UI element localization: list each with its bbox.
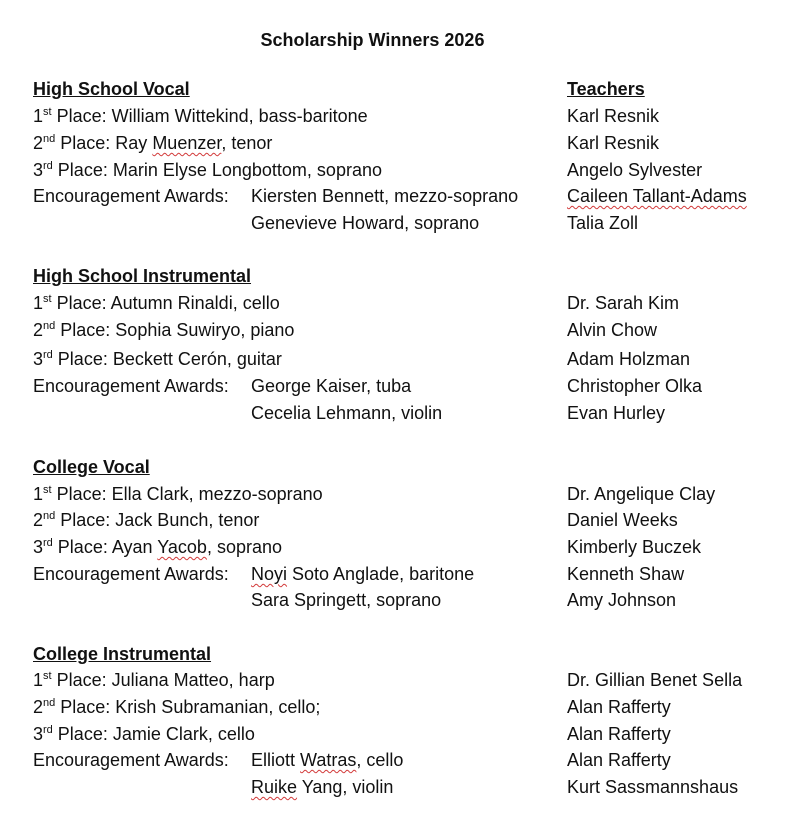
spellcheck-flagged-word: Noyi bbox=[251, 564, 288, 584]
encouragement-label: Encouragement Awards: bbox=[33, 186, 229, 206]
winner-name: Kiersten Bennett, mezzo-soprano bbox=[251, 186, 519, 206]
winner-name: William Wittekind, bass-baritone bbox=[111, 106, 368, 126]
place-line: 3rd Place: Beckett Cerón, guitar bbox=[33, 349, 282, 369]
section-heading: High School Vocal bbox=[33, 79, 190, 99]
place-line: 3rd Place: Jamie Clark, cello bbox=[33, 724, 255, 744]
spellcheck-flagged-word: Yacob bbox=[157, 537, 207, 557]
winner-name: Jamie Clark, cello bbox=[112, 724, 255, 744]
place-line: 1st Place: William Wittekind, bass-baritone bbox=[33, 106, 368, 126]
place-line: 2nd Place: Ray Muenzer, tenor bbox=[33, 133, 273, 153]
place-line: 1st Place: Ella Clark, mezzo-soprano bbox=[33, 484, 323, 504]
encouragement-label: Encouragement Awards: bbox=[33, 376, 229, 396]
teacher-name: Dr. Sarah Kim bbox=[567, 293, 680, 313]
spellcheck-flagged-word: Watras bbox=[300, 750, 357, 770]
spellcheck-flagged-word: Caileen Tallant-Adams bbox=[567, 186, 747, 206]
winner-name: Elliott Watras, cello bbox=[251, 750, 404, 770]
teacher-name: Alan Rafferty bbox=[567, 750, 671, 770]
section-heading: College Instrumental bbox=[33, 644, 212, 664]
teacher-name: Dr. Gillian Benet Sella bbox=[567, 670, 743, 690]
spellcheck-flagged-word: Ruike bbox=[251, 777, 298, 797]
section-heading: High School Instrumental bbox=[33, 266, 252, 286]
teacher-name: Alan Rafferty bbox=[567, 724, 671, 744]
teacher-name: Kurt Sassmannshaus bbox=[567, 777, 739, 797]
encouragement-label: Encouragement Awards: bbox=[33, 750, 229, 770]
place-line: 2nd Place: Jack Bunch, tenor bbox=[33, 510, 260, 530]
winner-name: Krish Subramanian, cello; bbox=[115, 697, 321, 717]
teacher-name: Adam Holzman bbox=[567, 349, 691, 369]
section-heading: College Vocal bbox=[33, 457, 150, 477]
winner-name: Cecelia Lehmann, violin bbox=[251, 403, 443, 423]
place-line: 3rd Place: Marin Elyse Longbottom, soprano bbox=[33, 160, 382, 180]
teacher-name: Amy Johnson bbox=[567, 590, 677, 610]
page-title: Scholarship Winners 2026 bbox=[260, 30, 485, 50]
encouragement-label: Encouragement Awards: bbox=[33, 564, 229, 584]
winner-name: Ruike Yang, violin bbox=[251, 777, 394, 797]
teacher-name: Karl Resnik bbox=[567, 106, 660, 126]
place-line: 3rd Place: Ayan Yacob, soprano bbox=[33, 537, 282, 557]
winner-name: Beckett Cerón, guitar bbox=[112, 349, 282, 369]
teacher-name: Kimberly Buczek bbox=[567, 537, 702, 557]
teacher-name: Karl Resnik bbox=[567, 133, 660, 153]
spellcheck-flagged-word: Muenzer bbox=[152, 133, 222, 153]
place-line: 1st Place: Autumn Rinaldi, cello bbox=[33, 293, 280, 313]
teacher-name: Christopher Olka bbox=[567, 376, 703, 396]
place-line: 2nd Place: Krish Subramanian, cello; bbox=[33, 697, 321, 717]
winner-name: Autumn Rinaldi, cello bbox=[110, 293, 280, 313]
teacher-name: Alan Rafferty bbox=[567, 697, 671, 717]
winner-name: Jack Bunch, tenor bbox=[115, 510, 260, 530]
winner-name: Juliana Matteo, harp bbox=[111, 670, 275, 690]
teacher-name: Evan Hurley bbox=[567, 403, 666, 423]
winner-name: Ella Clark, mezzo-soprano bbox=[111, 484, 323, 504]
teacher-name: Angelo Sylvester bbox=[567, 160, 703, 180]
teacher-name: Kenneth Shaw bbox=[567, 564, 685, 584]
teacher-name: Daniel Weeks bbox=[567, 510, 678, 530]
place-line: 2nd Place: Sophia Suwiryo, piano bbox=[33, 320, 295, 340]
winner-name: George Kaiser, tuba bbox=[251, 376, 412, 396]
teacher-name: Talia Zoll bbox=[567, 213, 639, 233]
winner-name: Sophia Suwiryo, piano bbox=[115, 320, 295, 340]
winner-name: Noyi Soto Anglade, baritone bbox=[251, 564, 475, 584]
teacher-name: Dr. Angelique Clay bbox=[567, 484, 716, 504]
teacher-name: Alvin Chow bbox=[567, 320, 658, 340]
winner-name: Sara Springett, soprano bbox=[251, 590, 442, 610]
winner-name: Genevieve Howard, soprano bbox=[251, 213, 480, 233]
teachers-header: Teachers bbox=[567, 79, 645, 99]
winner-name: Marin Elyse Longbottom, soprano bbox=[112, 160, 382, 180]
place-line: 1st Place: Juliana Matteo, harp bbox=[33, 670, 275, 690]
